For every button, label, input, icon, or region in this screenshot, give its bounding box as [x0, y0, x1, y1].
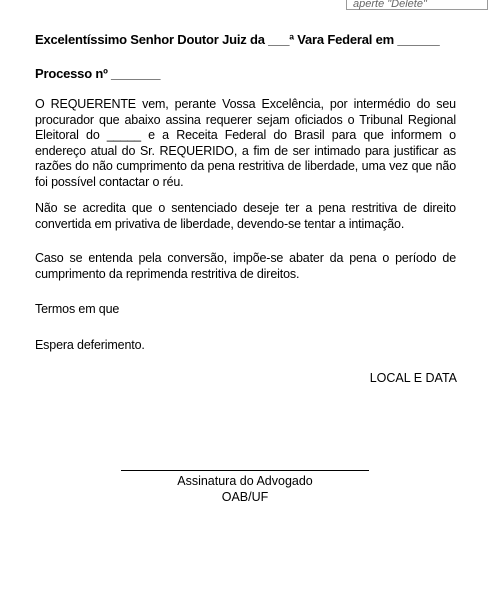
- signature-line: [121, 470, 369, 471]
- signature-label: Assinatura do Advogado: [177, 474, 313, 488]
- address-line: Excelentíssimo Senhor Doutor Juiz da ___ª Vara Federal em ______: [35, 32, 440, 47]
- signature-registration: OAB/UF: [221, 490, 269, 504]
- paragraph-request: O REQUERENTE vem, perante Vossa Excelência, por intermédio do seu procurador que abaixo assina requerer sejam oficiados o Tribunal Regional Eleitoral do _____ e a Receita Federal do Brasil para que informem o endereço atual do Sr. REQUERIDO, a fim de ser intimado para justificar as razões do não cumprimento da pena restritiva de liberdade, uma vez que não foi possível contactar o réu.: [35, 97, 456, 189]
- paragraph-terms: Termos em que: [35, 302, 120, 316]
- paragraph-closing: Espera deferimento.: [35, 338, 145, 352]
- paragraph-deduction: Caso se entenda pela conversão, impõe-se abater da pena o período de cumprimento da reprimenda restritiva de direitos.: [35, 251, 456, 281]
- paragraph-conversion: Não se acredita que o sentenciado deseje ter a pena restritiva de direito convertida em privativa de liberdade, devendo-se tentar a intimação.: [35, 201, 456, 231]
- signature-block: [121, 473, 369, 505]
- local-and-date: LOCAL E DATA: [369, 371, 457, 385]
- process-line: Processo nº _______: [35, 66, 161, 81]
- delete-hint-box: [346, 0, 488, 10]
- delete-hint-text: aperte "Delete": [353, 0, 427, 10]
